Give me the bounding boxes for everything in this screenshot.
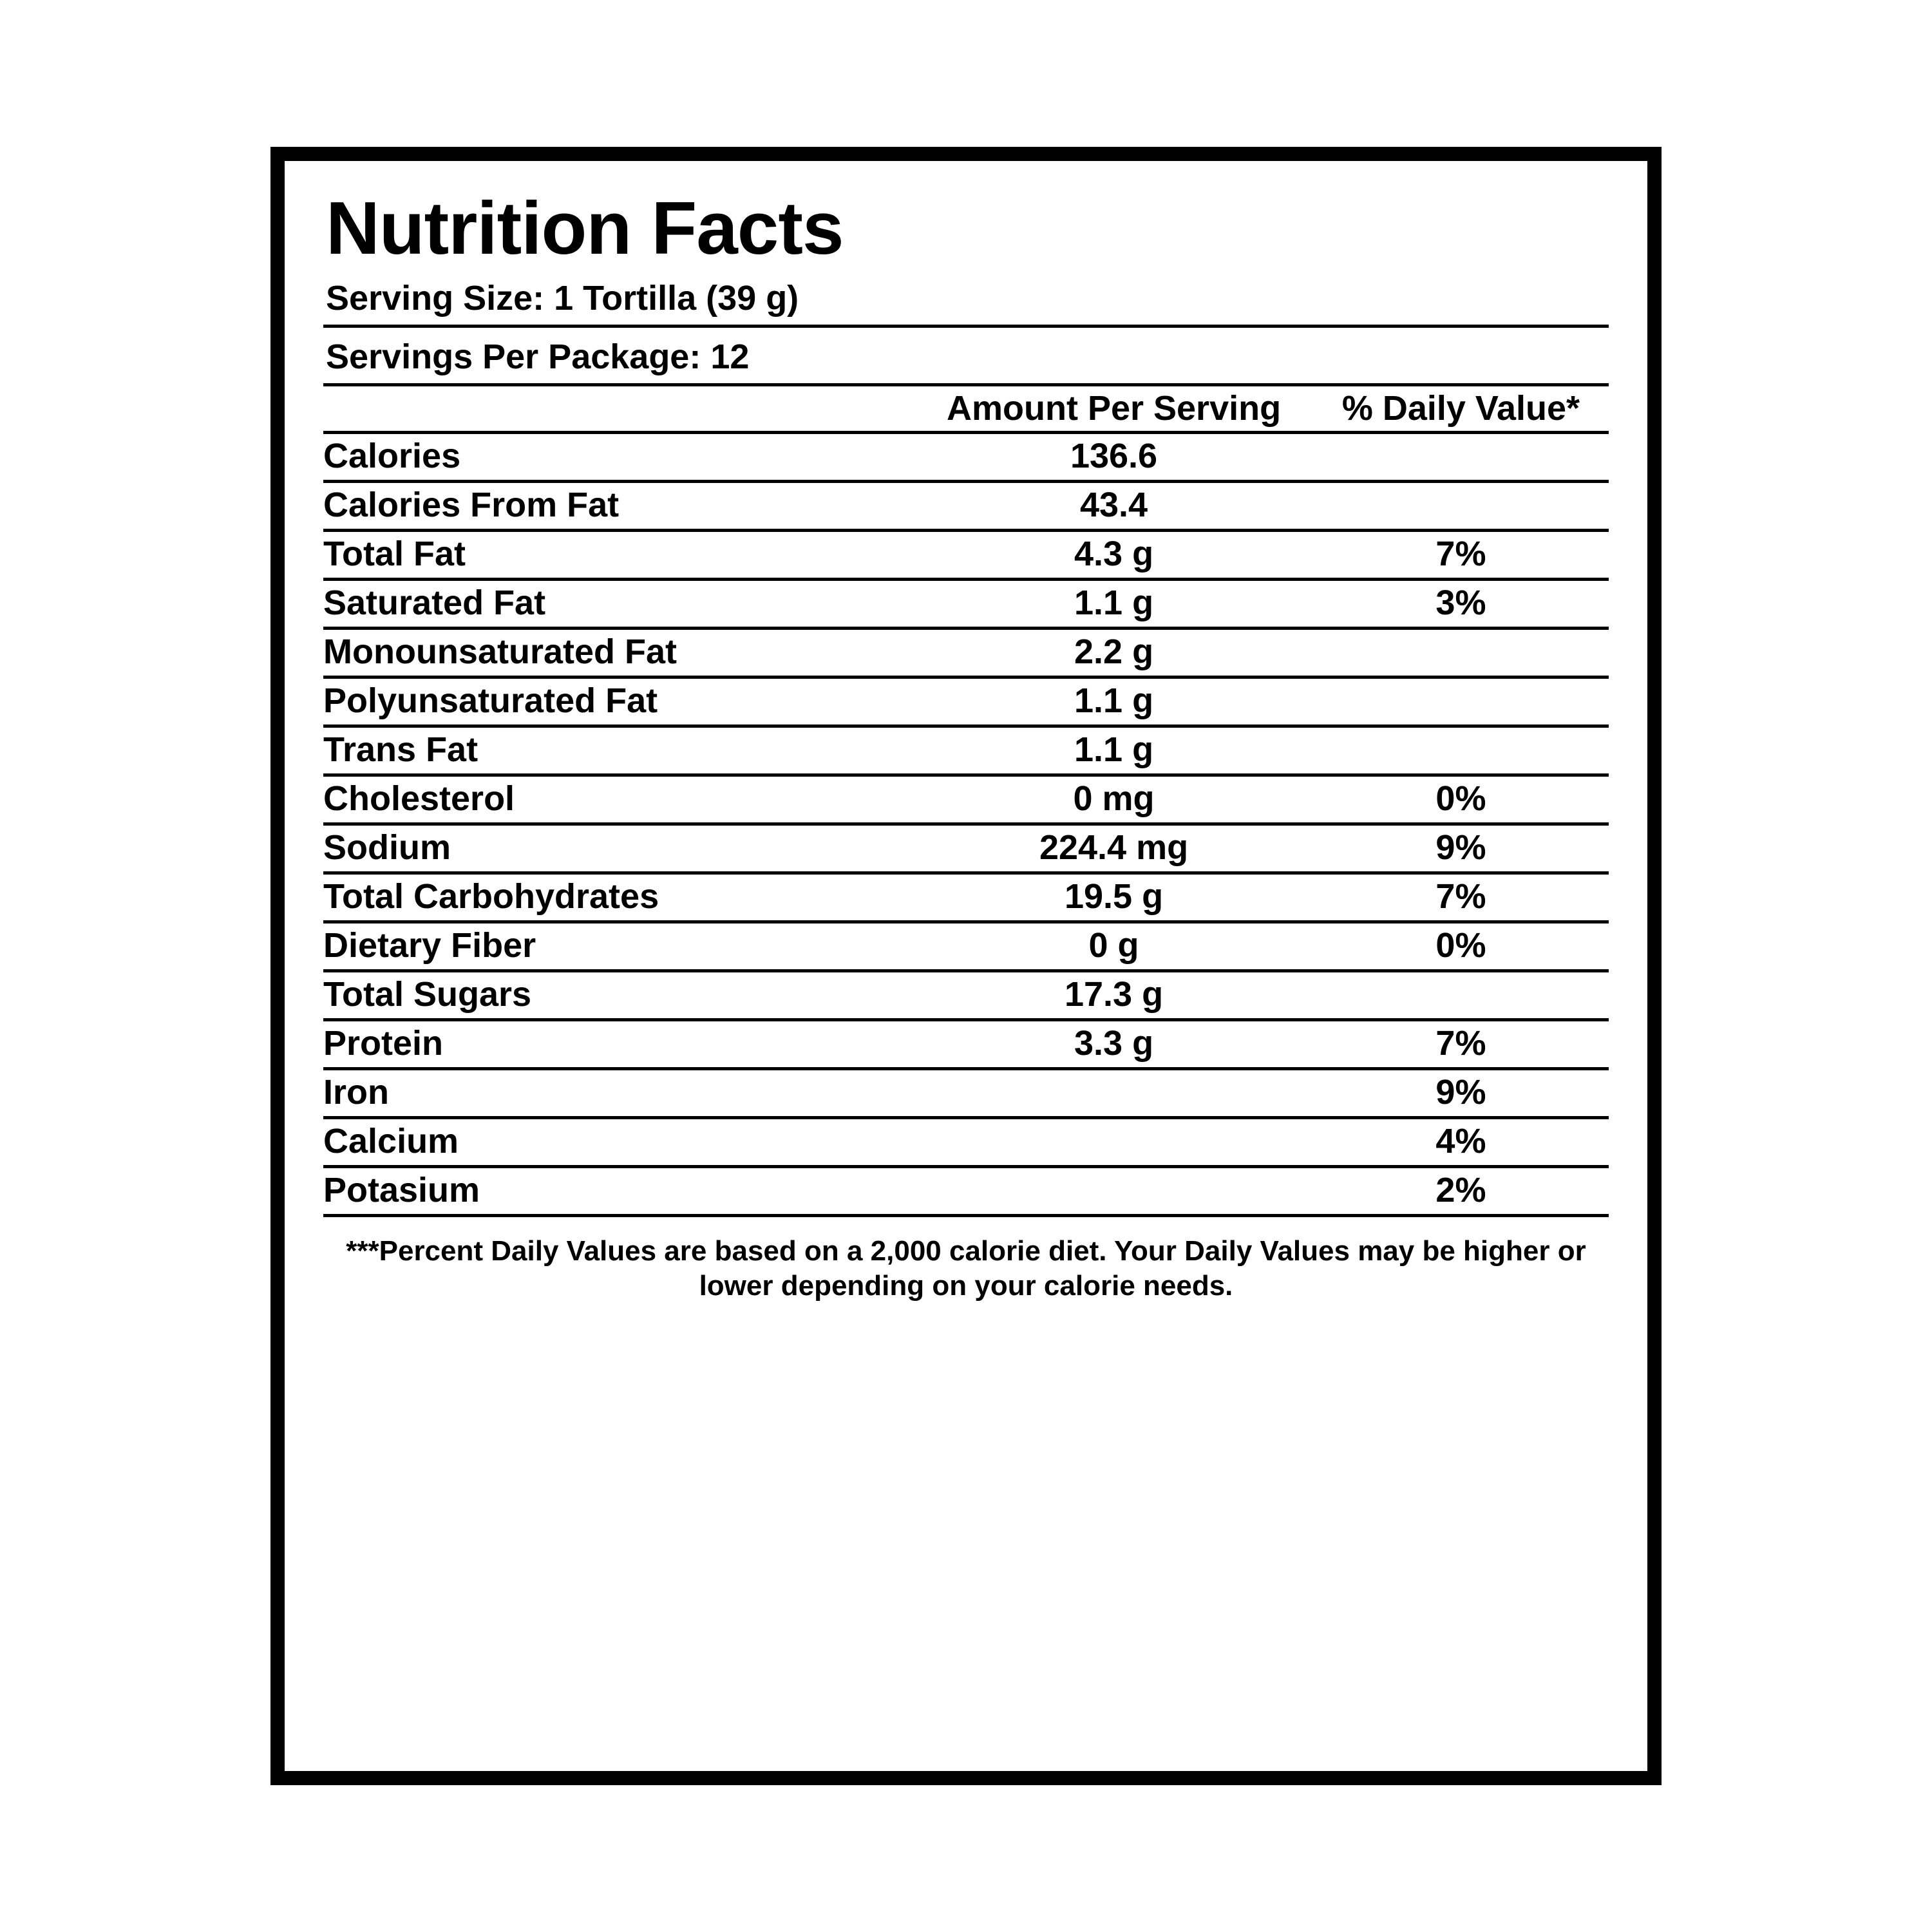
- table-row: [323, 1117, 1609, 1166]
- table-row: [323, 922, 1609, 971]
- serving-size-line: Serving Size: 1 Tortilla (39 g): [323, 274, 1609, 328]
- nutrient-amount: [914, 1166, 1313, 1215]
- table-row: [323, 726, 1609, 775]
- nutrient-amount: 4.3 g: [914, 530, 1313, 579]
- table-body: [323, 432, 1609, 1215]
- table-row: [323, 1019, 1609, 1068]
- table-row: [323, 481, 1609, 530]
- nutrient-daily-value: 3%: [1313, 579, 1609, 628]
- nutrition-facts-panel: [270, 147, 1662, 1785]
- nutrient-daily-value: 7%: [1313, 873, 1609, 922]
- nutrient-name: Trans Fat: [323, 726, 914, 775]
- nutrient-name: Protein: [323, 1019, 914, 1068]
- nutrient-amount: 224.4 mg: [914, 824, 1313, 873]
- table-row: [323, 677, 1609, 726]
- nutrient-daily-value: 0%: [1313, 775, 1609, 824]
- table-header-row: [323, 386, 1609, 433]
- nutrition-facts-table: [323, 386, 1609, 1217]
- nutrient-daily-value: 7%: [1313, 530, 1609, 579]
- nutrient-name: Calories: [323, 432, 914, 481]
- nutrient-name: Sodium: [323, 824, 914, 873]
- table-row: [323, 775, 1609, 824]
- table-row: [323, 1166, 1609, 1215]
- nutrient-amount: 3.3 g: [914, 1019, 1313, 1068]
- table-row: [323, 579, 1609, 628]
- nutrient-daily-value: [1313, 677, 1609, 726]
- nutrient-daily-value: 7%: [1313, 1019, 1609, 1068]
- servings-per-package-line: Servings Per Package: 12: [323, 328, 1609, 386]
- nutrient-amount: 1.1 g: [914, 579, 1313, 628]
- table-row: [323, 824, 1609, 873]
- nutrient-name: Total Carbohydrates: [323, 873, 914, 922]
- nutrient-name: Saturated Fat: [323, 579, 914, 628]
- nutrient-name: Total Fat: [323, 530, 914, 579]
- nutrient-daily-value: 0%: [1313, 922, 1609, 971]
- nutrient-name: Iron: [323, 1068, 914, 1117]
- nutrient-daily-value: [1313, 726, 1609, 775]
- nutrient-amount: 136.6: [914, 432, 1313, 481]
- nutrient-daily-value: 4%: [1313, 1117, 1609, 1166]
- nutrient-amount: 43.4: [914, 481, 1313, 530]
- nutrient-amount: [914, 1068, 1313, 1117]
- nutrient-daily-value: [1313, 628, 1609, 677]
- daily-value-footnote: ***Percent Daily Values are based on a 2,000 calorie diet. Your Daily Values may be higher or lower depending on your calorie needs.: [346, 1235, 1586, 1302]
- table-row: [323, 432, 1609, 481]
- nutrient-name: Calcium: [323, 1117, 914, 1166]
- nutrient-daily-value: [1313, 971, 1609, 1019]
- nutrient-name: Polyunsaturated Fat: [323, 677, 914, 726]
- nutrient-amount: 0 g: [914, 922, 1313, 971]
- nutrient-name: Monounsaturated Fat: [323, 628, 914, 677]
- nutrient-amount: 17.3 g: [914, 971, 1313, 1019]
- table-row: [323, 530, 1609, 579]
- nutrient-daily-value: 9%: [1313, 1068, 1609, 1117]
- nutrient-daily-value: 9%: [1313, 824, 1609, 873]
- nutrient-daily-value: [1313, 432, 1609, 481]
- nutrient-name: Cholesterol: [323, 775, 914, 824]
- nutrient-amount: 1.1 g: [914, 677, 1313, 726]
- nutrition-facts-content: [323, 187, 1609, 1752]
- nutrient-daily-value: [1313, 481, 1609, 530]
- nutrient-name: Dietary Fiber: [323, 922, 914, 971]
- nutrient-name: Potasium: [323, 1166, 914, 1215]
- page-title: Nutrition Facts: [326, 186, 844, 270]
- nutrient-daily-value: 2%: [1313, 1166, 1609, 1215]
- nutrient-amount: 0 mg: [914, 775, 1313, 824]
- column-header-nutrient: [323, 386, 914, 433]
- table-row: [323, 1068, 1609, 1117]
- nutrient-amount: 2.2 g: [914, 628, 1313, 677]
- nutrient-name: Calories From Fat: [323, 481, 914, 530]
- nutrient-name: Total Sugars: [323, 971, 914, 1019]
- nutrient-amount: [914, 1117, 1313, 1166]
- nutrient-amount: 1.1 g: [914, 726, 1313, 775]
- table-row: [323, 873, 1609, 922]
- nutrient-amount: 19.5 g: [914, 873, 1313, 922]
- table-row: [323, 628, 1609, 677]
- table-row: [323, 971, 1609, 1019]
- column-header-daily-value: % Daily Value*: [1313, 386, 1609, 433]
- column-header-amount: Amount Per Serving: [914, 386, 1313, 433]
